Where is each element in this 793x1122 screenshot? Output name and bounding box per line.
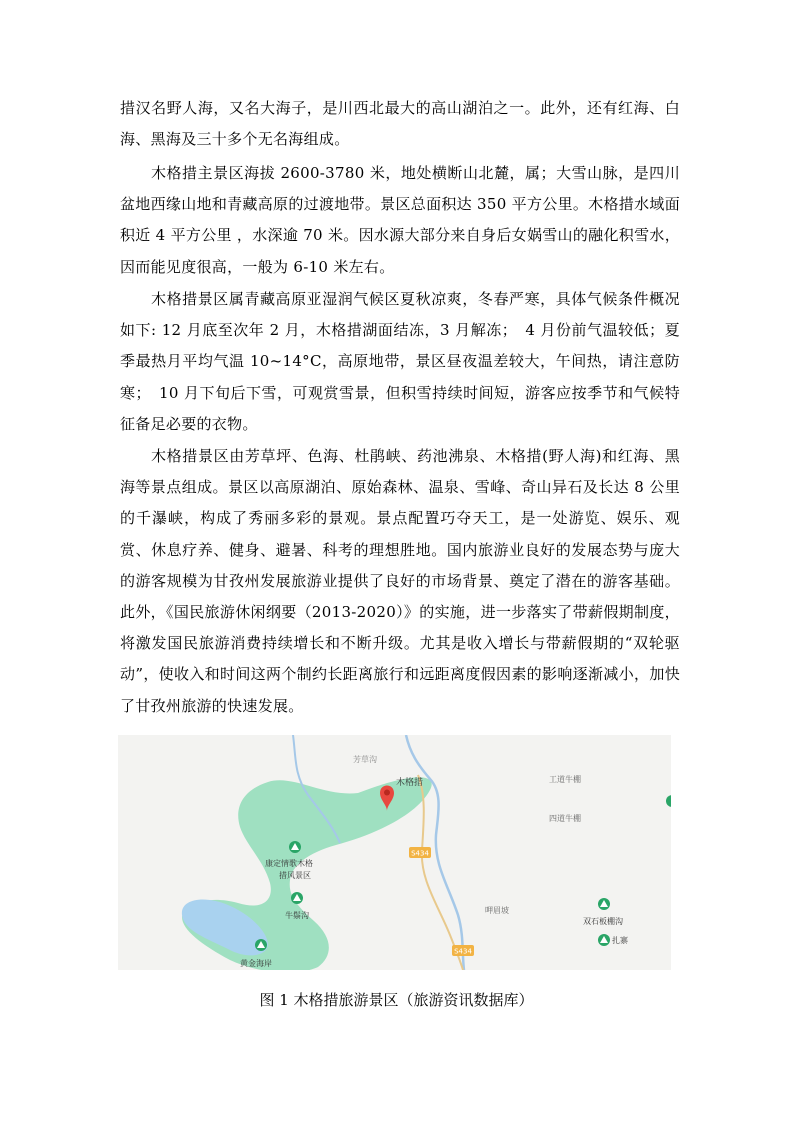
lake-shore-label: 黄金海岸 — [240, 959, 272, 968]
gully-label: 牛鬃沟 — [285, 911, 309, 920]
lizhai-poi-icon — [598, 934, 610, 946]
scenic-area-line1: 康定情歌木格 — [265, 859, 313, 868]
village1-label: 工道牛棚 — [549, 775, 581, 784]
shed-gully-label: 双石板棚沟 — [583, 917, 623, 926]
village2-label: 四道牛棚 — [549, 814, 581, 823]
road-label-2: S434 — [454, 947, 472, 956]
lizhai-label: 扎寨 — [612, 936, 628, 945]
gully-poi-icon — [291, 892, 303, 904]
scenic-poi-icon — [289, 841, 301, 853]
paragraph-geography: 木格措主景区海拔 2600-3780 米，地处横断山北麓，属；大雪山脉，是四川盆地西缘山地和青藏高原的过渡地带。景区总面积达 350 平方公里。木格措水域面积近 4 平方公里 ，水深逾 70 米。因水源大部分来自身后女娲雪山的融化积雪水，因而能见度很高，一般为 6-10 米左右。 — [120, 164, 680, 276]
shed-gully-poi-icon — [598, 898, 610, 910]
lake-shore-poi-icon — [255, 939, 267, 951]
edge-poi-icon — [666, 795, 671, 807]
top-river-label: 芳草沟 — [353, 755, 377, 764]
paragraph-climate: 木格措景区属青藏高原亚湿润气候区夏秋凉爽，冬春严寒，具体气候条件概况如下: 12 月底至次年 2 月，木格措湖面结冻，3 月解冻； 4 月份前气温较低；夏季最热月平均气温 10~14°C，高原地带，景区昼夜温差较大，午间热，请注意防寒； 10 月下旬后下雪，可观赏雪景，但积雪持续时间短，游客应按季节和气候特征备足必要的衣物。 — [120, 290, 680, 433]
scenic-area-map — [118, 735, 671, 970]
road-label-1: S434 — [411, 849, 429, 858]
town-label: 呷眉坡 — [485, 906, 509, 915]
figure-caption: 图 1 木格措旅游景区（旅游资讯数据库） — [259, 991, 534, 1009]
scenic-area-line2: 措风景区 — [279, 871, 311, 880]
paragraph-attractions: 木格措景区由芳草坪、色海、杜鹃峡、药池沸泉、木格措(野人海)和红海、黑海等景点组成。景区以高原湖泊、原始森林、温泉、雪峰、奇山异石及长达 8 公里的千瀑峡，构成了秀丽多彩的景观。景点配置巧夺天工，是一处游览、娱乐、观赏、休息疗养、健身、避暑、科考的理想胜地。国内旅游业良好的发展态势与庞大的游客规模为甘孜州发展旅游业提供了良好的市场背景、奠定了潜在的游客基础。此外，《国民旅游休闲纲要（2013-2020）》的实施，进一步落实了带薪假期制度，将激发国民旅游消费持续增长和不断升级。尤其是收入增长与带薪假期的“双轮驱动”，使收入和时间这两个制约长距离旅行和远距离度假因素的影响逐渐减小，加快了甘孜州旅游的快速发展。 — [120, 447, 680, 715]
paragraph-intro: 措汉名野人海，又名大海子，是川西北最大的高山湖泊之一。此外，还有红海、白海、黑海及三十多个无名海组成。 — [120, 99, 680, 149]
map-canvas — [118, 735, 671, 970]
marker-label: 木格措 — [396, 778, 424, 788]
